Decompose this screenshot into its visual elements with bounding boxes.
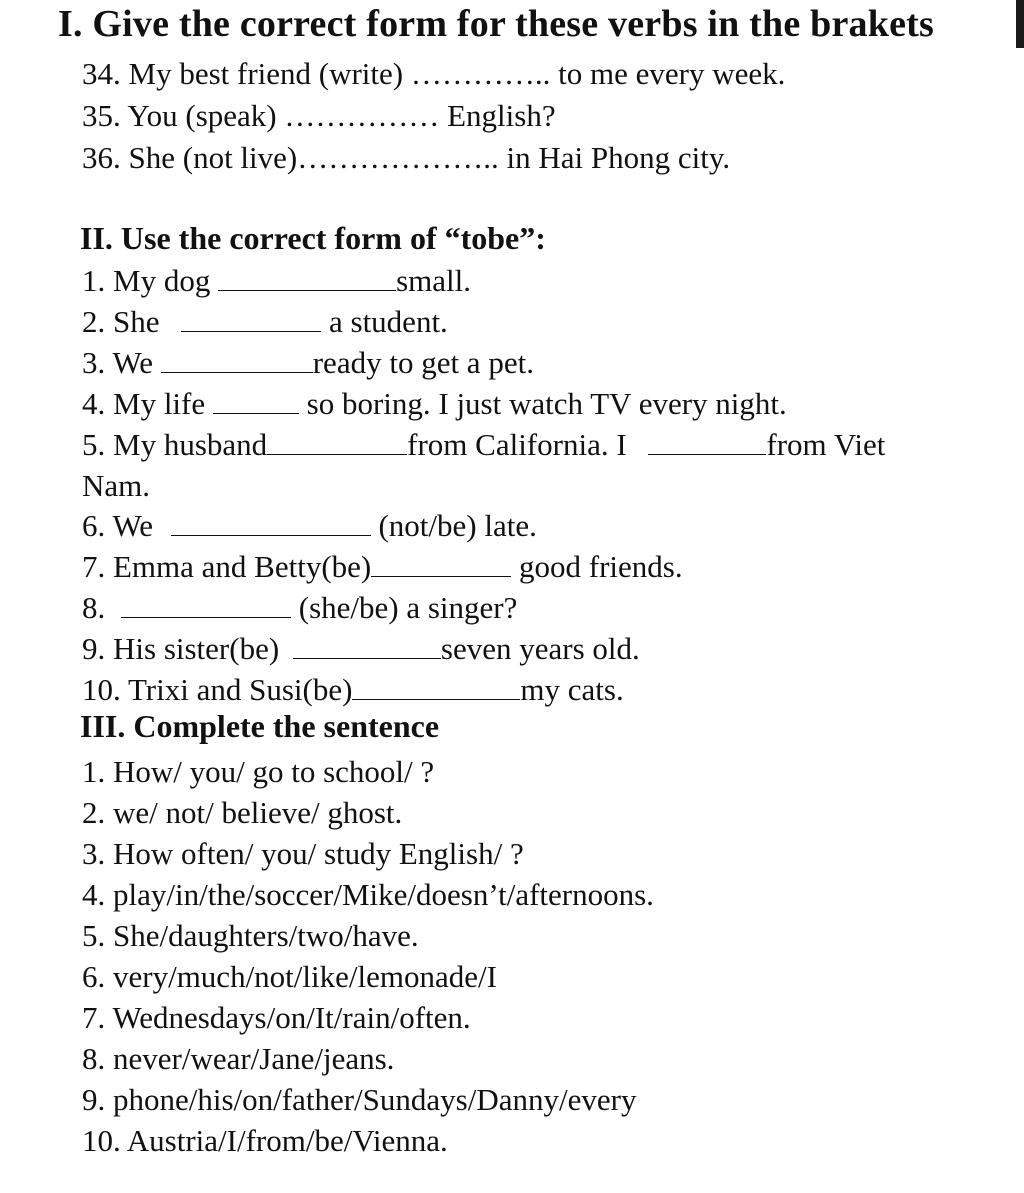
answer-dots: ……………….. (297, 140, 499, 175)
item-text: 5. My husband (82, 427, 268, 462)
answer-blank (648, 428, 766, 455)
item-text: from California. I (407, 427, 635, 462)
answer-blank (171, 509, 371, 536)
item-text: 4. My life (82, 386, 213, 421)
exercise-item (82, 303, 448, 341)
item-text: 6. We (82, 508, 161, 543)
answer-blank (267, 428, 407, 455)
item-text: good friends. (511, 549, 683, 584)
answer-dots: …………… (284, 98, 440, 133)
exercise-item: 4. play/in/the/soccer/Mike/doesn’t/afternoons. (82, 877, 654, 912)
answer-blank (371, 550, 511, 577)
item-text: 34. My best friend (write) (82, 56, 411, 91)
item-text: from Viet (766, 427, 886, 462)
exercise-item (82, 97, 556, 135)
item-text: 3. We (82, 345, 161, 380)
item-text: in Hai Phong city. (498, 140, 731, 175)
item-text: (not/be) late. (370, 508, 537, 543)
item-text: 7. Emma and Betty(be) (82, 549, 372, 584)
section3-title: III. Complete the sentence (80, 708, 440, 744)
item-text: to me every week. (550, 56, 786, 91)
answer-dots: ………….. (410, 56, 551, 91)
exercise-item: 7. Wednesdays/on/It/rain/often. (82, 1000, 471, 1035)
exercise-item (82, 589, 517, 627)
item-text: (she/be) a singer? (291, 590, 518, 625)
exercise-item: 10. Austria/I/from/be/Vienna. (82, 1123, 448, 1158)
exercise-item: 2. we/ not/ believe/ ghost. (82, 795, 403, 830)
answer-blank (161, 346, 313, 373)
exercise-item (82, 507, 537, 545)
exercise-item (82, 630, 640, 668)
item-text: 10. Trixi and Susi(be) (82, 672, 353, 707)
exercise-item: 3. How often/ you/ study English/ ? (82, 836, 524, 871)
item-text: my cats. (520, 672, 624, 707)
item-text: 35. You (speak) (82, 98, 285, 133)
item-text: a student. (321, 304, 448, 339)
item-text: 8. (82, 590, 113, 625)
item-text: English? (439, 98, 556, 133)
exercise-item (82, 467, 150, 505)
exercise-item (82, 262, 471, 300)
answer-blank (213, 387, 299, 414)
answer-blank (293, 632, 441, 659)
item-text: 36. She (not live) (82, 140, 298, 175)
answer-blank (121, 591, 291, 618)
exercise-item (82, 139, 730, 177)
exercise-item (82, 426, 885, 464)
answer-blank (181, 305, 321, 332)
exercise-item: 9. phone/his/on/father/Sundays/Danny/every (82, 1082, 637, 1117)
page-edge-bar (1016, 0, 1024, 48)
answer-blank (218, 264, 396, 291)
section1-title: I. Give the correct form for these verbs in the brakets (58, 3, 934, 45)
exercise-item: 5. She/daughters/two/have. (82, 918, 419, 953)
exercise-item: 6. very/much/not/like/lemonade/I (82, 959, 497, 994)
item-text: Nam. (82, 468, 151, 503)
answer-blank (352, 673, 520, 700)
item-text: seven years old. (440, 631, 640, 666)
item-text: small. (396, 263, 471, 298)
exercise-item (82, 344, 534, 382)
item-text: 1. My dog (82, 263, 219, 298)
exercise-item (82, 548, 683, 586)
exercise-item: 1. How/ you/ go to school/ ? (82, 754, 435, 789)
item-text: 9. His sister(be) (82, 631, 287, 666)
exercise-item: 8. never/wear/Jane/jeans. (82, 1041, 395, 1076)
section2-title: II. Use the correct form of “tobe”: (80, 220, 546, 256)
item-text: ready to get a pet. (312, 345, 534, 380)
exercise-item (82, 385, 787, 423)
item-text: 2. She (82, 304, 168, 339)
exercise-item (82, 55, 785, 93)
exercise-item (82, 671, 624, 709)
item-text: so boring. I just watch TV every night. (298, 386, 787, 421)
